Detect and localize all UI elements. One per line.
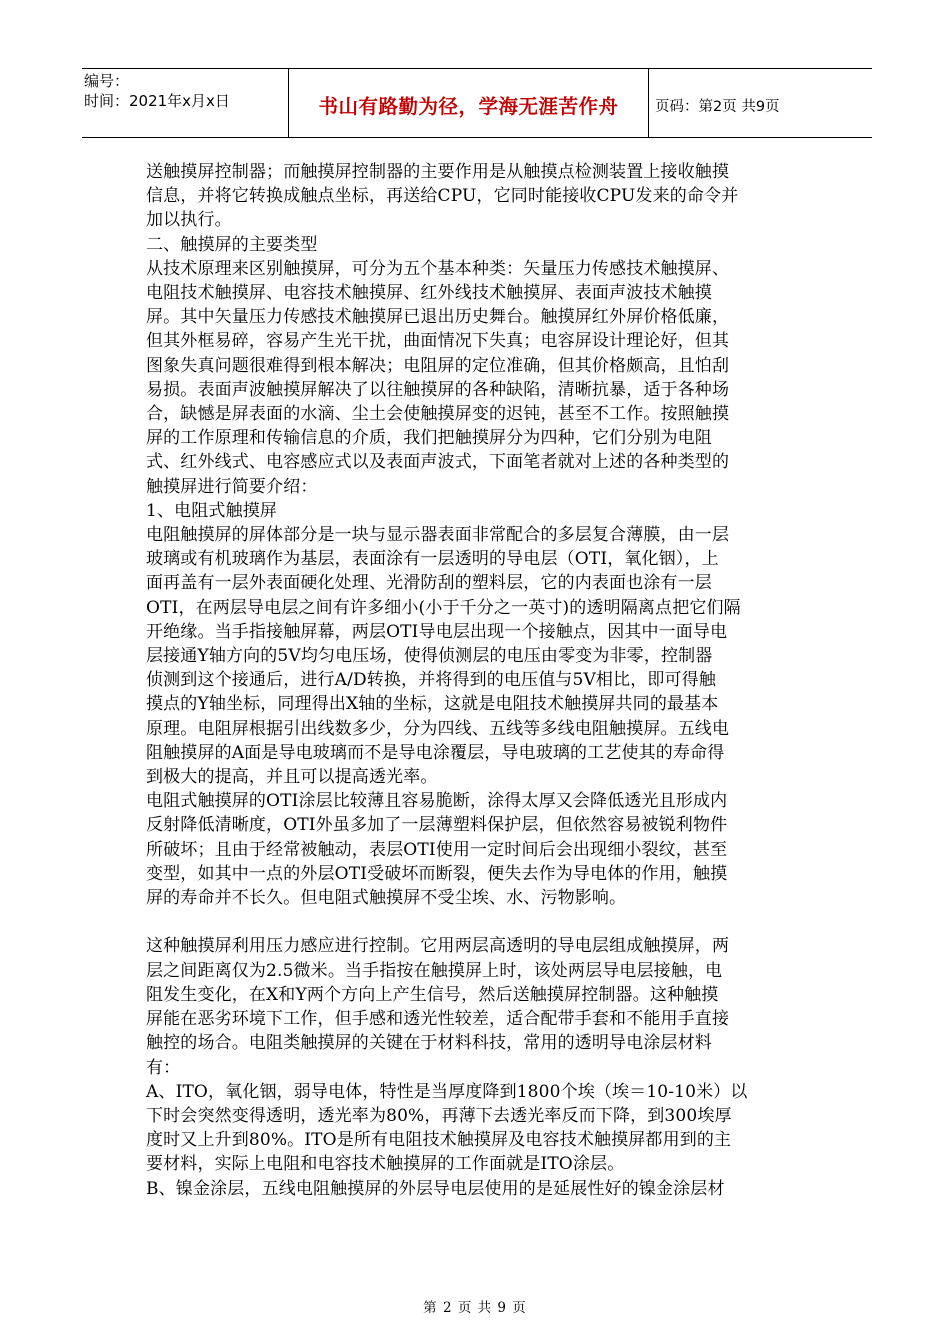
body-line: 层接通Y轴方向的5V均匀电压场，使得侦测层的电压由零变为非零，控制器	[146, 646, 713, 667]
header-page-number: 页码：第2页 共9页	[655, 98, 780, 115]
body-line: 电阻触摸屏的屏体部分是一块与显示器表面非常配合的多层复合薄膜，由一层	[146, 525, 730, 546]
body-line: A、ITO，氧化铟，弱导电体，特性是当厚度降到1800个埃（埃＝10-10米）以	[146, 1081, 748, 1102]
document-body	[146, 160, 808, 1201]
document-number-label: 编号：	[84, 72, 130, 90]
body-line: OTI，在两层导电层之间有许多细小(小于千分之一英寸)的透明隔离点把它们隔	[146, 597, 741, 618]
body-line: 屏。其中矢量压力传感技术触摸屏已退出历史舞台。触摸屏红外屏价格低廉，	[146, 307, 730, 328]
document-time-label: 时间：2021年x月x日	[84, 92, 230, 110]
body-line: 有：	[146, 1057, 181, 1078]
body-line: 度时又上升到80%。ITO是所有电阻技术触摸屏及电容技术触摸屏都用到的主	[146, 1130, 732, 1151]
page-footer: 第 2 页 共 9 页	[423, 1300, 527, 1316]
body-line: 要材料，实际上电阻和电容技术触摸屏的工作面就是ITO涂层。	[146, 1154, 625, 1175]
body-line: 电阻技术触摸屏、电容技术触摸屏、红外线技术触摸屏、表面声波技术触摸	[146, 283, 712, 304]
body-line: 屏能在恶劣环境下工作，但手感和透光性较差，适合配带手套和不能用手直接	[146, 1009, 730, 1030]
body-line: 信息，并将它转换成触点坐标，再送给CPU，它同时能接收CPU发来的命令并	[146, 186, 739, 207]
body-line: 开绝缘。当手指接触屏幕，两层OTI导电层出现一个接触点，因其中一面导电	[146, 621, 728, 642]
body-line: 式、红外线式、电容感应式以及表面声波式，下面笔者就对上述的各种类型的	[146, 452, 730, 473]
body-line: 变型，如其中一点的外层OTI受破坏而断裂，便失去作为导电体的作用，触摸	[146, 863, 728, 884]
header-meta-cell	[82, 69, 288, 137]
page-header	[82, 68, 872, 138]
body-line: 玻璃或有机玻璃作为基层，表面涂有一层透明的导电层（OTI，氧化铟），上	[146, 549, 719, 570]
body-line: 这种触摸屏利用压力感应进行控制。它用两层高透明的导电层组成触摸屏，两	[146, 936, 730, 957]
body-line: 阻发生变化，在X和Y两个方向上产生信号，然后送触摸屏控制器。这种触摸	[146, 984, 719, 1005]
body-line: 原理。电阻屏根据引出线数多少，分为四线、五线等多线电阻触摸屏。五线电	[146, 718, 730, 739]
body-line: 电阻式触摸屏的OTI涂层比较薄且容易脆断，涂得太厚又会降低透光且形成内	[146, 791, 728, 812]
body-line: 反射降低清晰度，OTI外虽多加了一层薄塑料保护层，但依然容易被锐利物件	[146, 815, 728, 836]
body-line: 触摸屏进行简要介绍：	[146, 476, 318, 497]
body-line: 易损。表面声波触摸屏解决了以往触摸屏的各种缺陷，清晰抗暴，适于各种场	[146, 379, 730, 400]
body-line: 加以执行。	[146, 210, 232, 231]
body-line: 但其外框易碎，容易产生光干扰，曲面情况下失真；电容屏设计理论好，但其	[146, 331, 730, 352]
body-line: 面再盖有一层外表面硬化处理、光滑防刮的塑料层，它的内表面也涂有一层	[146, 573, 712, 594]
body-line: 层之间距离仅为2.5微米。当手指按在触摸屏上时，该处两层导电层接触，电	[146, 960, 723, 981]
blank-line	[146, 910, 808, 934]
body-line: B、镍金涂层，五线电阻触摸屏的外层导电层使用的是延展性好的镍金涂层材	[146, 1178, 725, 1199]
body-line: 合，缺憾是屏表面的水滴、尘土会使触摸屏变的迟钝，甚至不工作。按照触摸	[146, 404, 730, 425]
body-line: 所破坏；且由于经常被触动，表层OTI使用一定时间后会出现细小裂纹，甚至	[146, 839, 728, 860]
body-line: 摸点的Y轴坐标，同理得出X轴的坐标，这就是电阻技术触摸屏共同的最基本	[146, 694, 719, 715]
section-heading: 二、触摸屏的主要类型	[146, 234, 318, 255]
body-line: 屏的工作原理和传输信息的介质，我们把触摸屏分为四种，它们分别为电阻	[146, 428, 712, 449]
body-line: 屏的寿命并不长久。但电阻式触摸屏不受尘埃、水、污物影响。	[146, 888, 627, 909]
subsection-heading: 1、电阻式触摸屏	[146, 500, 278, 521]
body-line: 送触摸屏控制器；而触摸屏控制器的主要作用是从触摸点检测装置上接收触摸	[146, 162, 730, 182]
body-line: 侦测到这个接通后，进行A/D转换，并将得到的电压值与5V相比，即可得触	[146, 670, 716, 691]
body-line: 图象失真问题很难得到根本解决；电阻屏的定位准确，但其价格颇高，且怕刮	[146, 355, 730, 376]
body-line: 下时会突然变得透明，透光率为80%，再薄下去透光率反而下降，到300埃厚	[146, 1105, 732, 1126]
body-line: 到极大的提高，并且可以提高透光率。	[146, 767, 438, 788]
body-line: 从技术原理来区别触摸屏，可分为五个基本种类：矢量压力传感技术触摸屏、	[146, 258, 730, 279]
body-line: 阻触摸屏的A面是导电玻璃而不是导电涂覆层，导电玻璃的工艺使其的寿命得	[146, 742, 725, 763]
header-motto: 书山有路勤为径，学海无涯苦作舟	[288, 69, 649, 137]
body-line: 触控的场合。电阻类触摸屏的关键在于材料科技，常用的透明导电涂层材料	[146, 1033, 712, 1054]
